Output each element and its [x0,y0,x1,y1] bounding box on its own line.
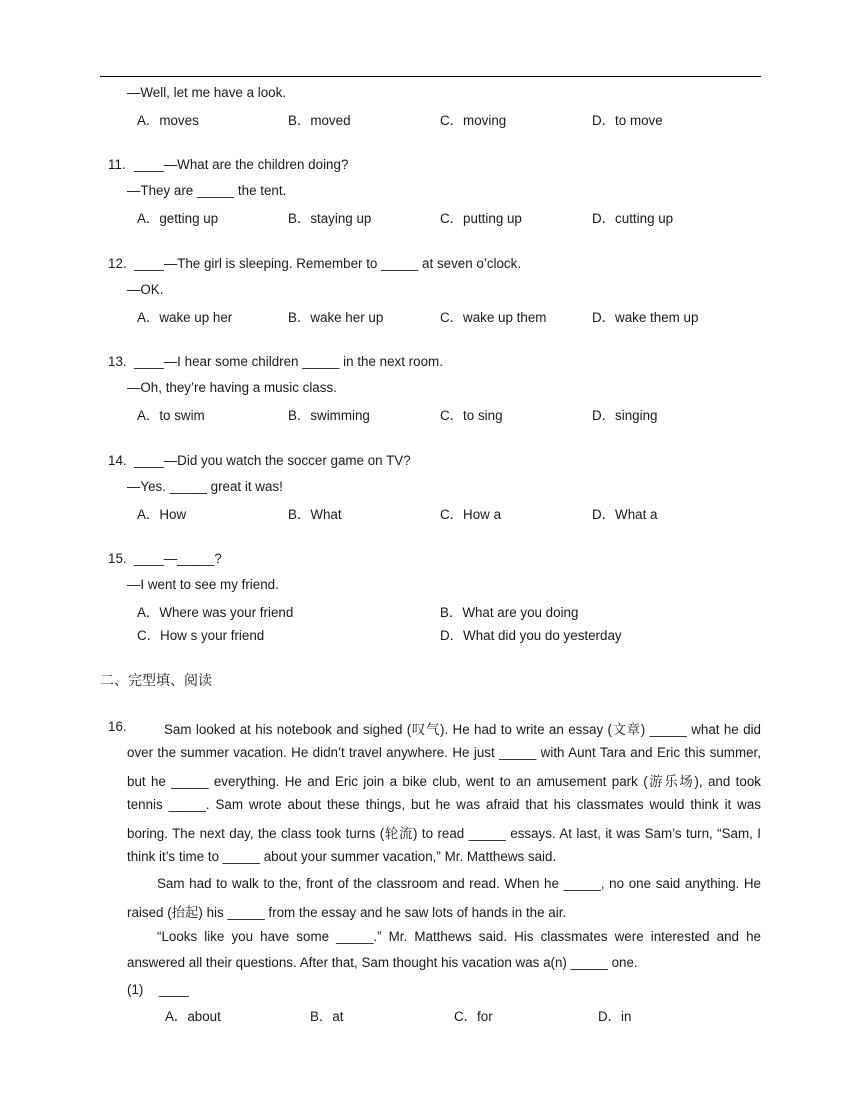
q12-reply: —OK. [127,282,164,297]
passage-line: Sam had to walk to the, front of the classroom and read. When he _____, no one said anything. He [157,876,761,891]
q12-stem: ____—The girl is sleeping. Remember to _____ at seven o’clock. [134,256,522,271]
q11-option-a[interactable]: A．getting up [137,211,219,226]
q14-option-a[interactable]: A．How [137,507,187,522]
q12-option-c[interactable]: C．wake up them [440,310,547,325]
q15-reply: —I went to see my friend. [127,577,279,592]
q13-option-b[interactable]: B．swimming [288,408,370,423]
q11-stem: ____—What are the children doing? [134,157,349,172]
passage-line: but he _____ everything. He and Eric join a bike club, went to an amusement park (游乐场), and took [127,774,761,789]
q14-reply: —Yes. _____ great it was! [127,479,283,494]
passage-line: think it’s time to _____ about your summer vacation,” Mr. Matthews said. [127,849,557,864]
q15-option-c[interactable]: C．How s your friend [137,628,265,643]
q15-option-d[interactable]: D．What did you do yesterday [440,628,622,643]
section-heading: 二、完型填、阅读 [100,673,212,689]
q11-option-b[interactable]: B．staying up [288,211,372,226]
q12-number: 12. [108,256,127,271]
q10-option-c[interactable]: C．moving [440,113,507,128]
q14-number: 14. [108,453,127,468]
q10-option-a[interactable]: A．moves [137,113,199,128]
q13-stem: ____—I hear some children _____ in the next room. [134,354,443,369]
passage-line: “Looks like you have some _____.” Mr. Matthews said. His classmates were interested and he [157,929,761,944]
q11-reply: —They are _____ the tent. [127,183,287,198]
q13-reply: —Oh, they’re having a music class. [127,380,337,395]
q10-option-b[interactable]: B．moved [288,113,351,128]
q15-number: 15. [108,551,127,566]
sub-option-d[interactable]: D．in [598,1009,632,1024]
q10-answer-line: —Well, let me have a look. [127,85,287,100]
q13-option-c[interactable]: C．to sing [440,408,503,423]
q14-stem: ____—Did you watch the soccer game on TV? [134,453,411,468]
q11-option-c[interactable]: C．putting up [440,211,522,226]
sub-option-c[interactable]: C．for [454,1009,493,1024]
passage-line: over the summer vacation. He didn’t travel anywhere. He just _____ with Aunt Tara and Eric this summer, [127,745,761,760]
passage-line: answered all their questions. After that, Sam thought his vacation was a(n) _____ one. [127,955,638,970]
q14-option-d[interactable]: D．What a [592,507,658,522]
q16-number: 16. [108,719,127,734]
passage-line: raised (抬起) his _____ from the essay and he saw lots of hands in the air. [127,905,567,920]
q12-option-d[interactable]: D．wake them up [592,310,699,325]
q15-option-a[interactable]: A．Where was your friend [137,605,294,620]
sub-option-a[interactable]: A．about [165,1009,221,1024]
q10-option-d[interactable]: D．to move [592,113,663,128]
passage-line: Sam looked at his notebook and sighed (叹气). He had to write an essay (文章) _____ what he did [164,722,761,737]
q15-option-b[interactable]: B．What are you doing [440,605,579,620]
q12-option-b[interactable]: B．wake her up [288,310,384,325]
q13-number: 13. [108,354,127,369]
q13-option-d[interactable]: D．singing [592,408,658,423]
q11-number: 11. [108,157,126,172]
passage-line: boring. The next day, the class took turns (轮流) to read _____ essays. At last, it was Sam’s turn, “Sam, I [127,826,761,841]
q15-stem: ____—_____? [134,551,222,566]
header-rule [100,76,761,77]
sub-question-number: (1) [127,982,144,997]
sub-question-blank: ____ [159,982,189,997]
q14-option-c[interactable]: C．How a [440,507,502,522]
q14-option-b[interactable]: B．What [288,507,342,522]
sub-option-b[interactable]: B．at [310,1009,344,1024]
q13-option-a[interactable]: A．to swim [137,408,205,423]
q12-option-a[interactable]: A．wake up her [137,310,233,325]
q11-option-d[interactable]: D．cutting up [592,211,674,226]
passage-line: tennis _____. Sam wrote about these things, but he was afraid that his classmates would think it was [127,797,761,812]
